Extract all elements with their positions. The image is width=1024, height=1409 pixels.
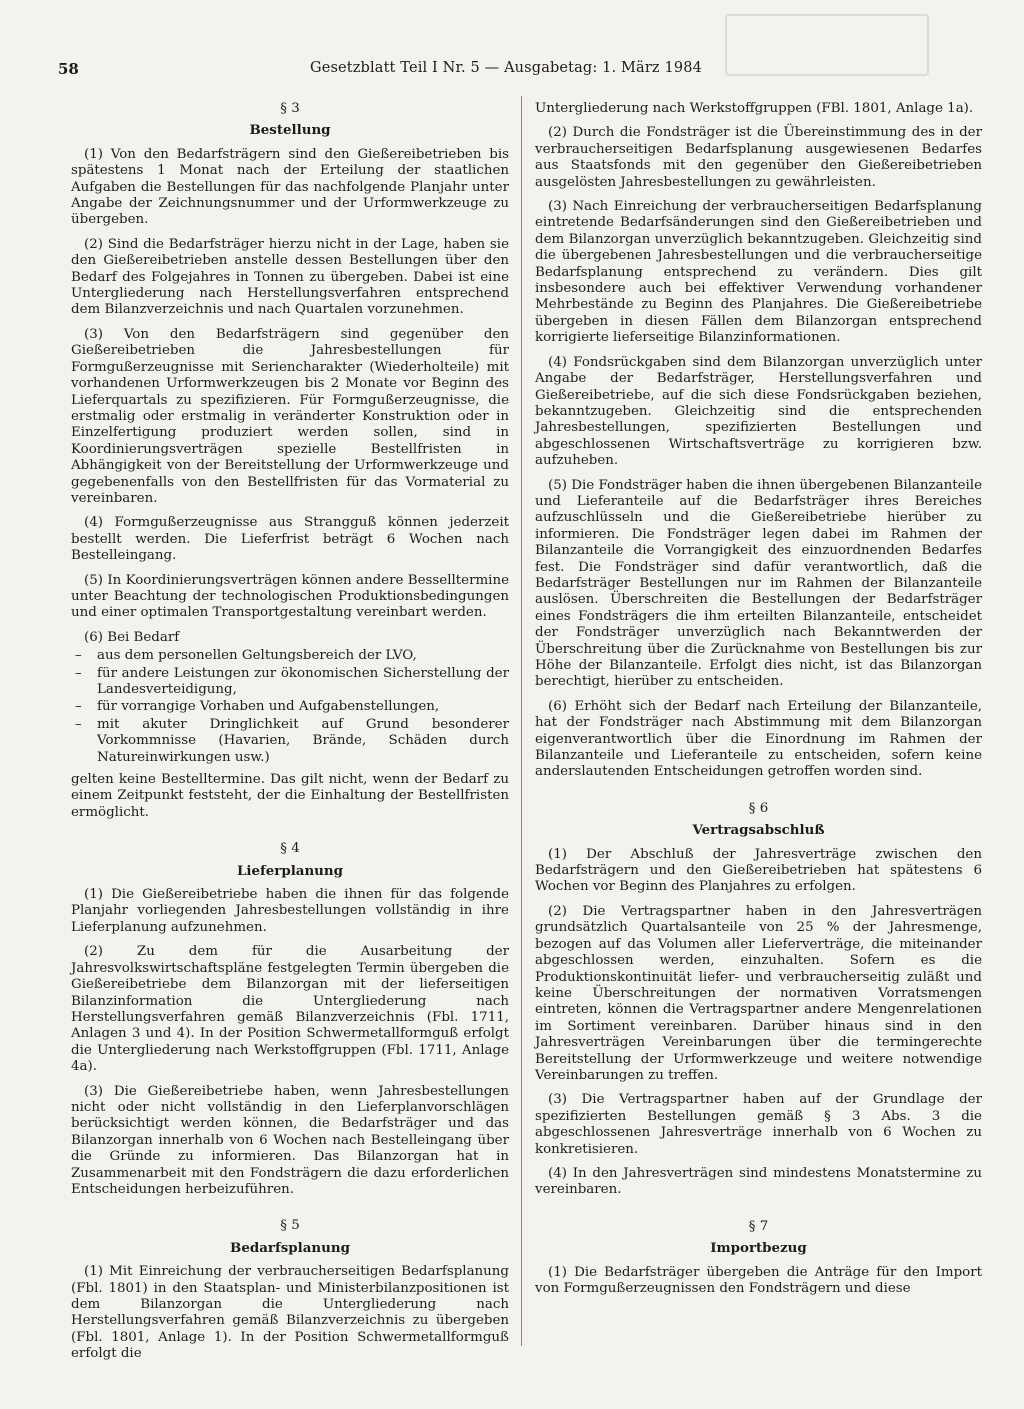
section-number: § 6	[748, 800, 769, 816]
paragraph: (3) Die Vertragspartner haben auf der Grundlage der spezifizierten Bestellungen gemäß § 3 Abs. 3 die abgeschlossenen Jahresverträge innerhalb von 6 Wochen zu konkretisieren.	[535, 1092, 982, 1157]
section-title: Lieferplanung	[236, 862, 344, 879]
paragraph: (2) Zu dem für die Ausarbeitung der Jahresvolkswirtschaftspläne festgelegten Termin übergeben die Gießereibetriebe dem Bilanzorgan mit der lieferseitigen Bilanzinformation die Untergliederung nach Herstellungsverfahren gemäß Bilanzverzeichnis (Fbl. 1711, Anlagen 3 und 4). In der Position Schwermetallformguß erfolgt die Untergliederung nach Werkstoffgruppen (Fbl. 1711, Anlage 4a).	[71, 944, 509, 1075]
paragraph: (1) Die Gießereibetriebe haben die ihnen für das folgende Planjahr vorliegenden Jahresbestellungen vollständig in ihre Lieferplanung aufzunehmen.	[71, 887, 509, 935]
section-number: § 4	[280, 841, 300, 857]
paragraph: (2) Die Vertragspartner haben in den Jahresverträgen grundsätzlich Quartalsanteile von 25 % der Jahresmenge, bezogen auf das Volumen aller Lieferverträge, die miteinander abgeschlossen werden, einzuhalten. Sofern es die Produktionskontinuität liefer- und verbraucherseitig zuläßt und keine Überschreitungen der normativen Vorratsmengen eintreten, können die Vertragspartner andere Mengenrelationen im Sortiment vereinbaren. Darüber hinaus sind in den Jahresverträgen Vereinbarungen über die termingerechte Bereitstellung der Urformwerkzeuge und weitere notwendige Vereinbarungen zu treffen.	[535, 903, 982, 1083]
list-item: – mit akuter Dringlichkeit auf Grund besonderer Vorkommnisse (Havarien, Brände, Schäden durch Natureinwirkungen usw.)	[71, 717, 509, 766]
paragraph: (5) Die Fondsträger haben die ihnen übergebenen Bilanzanteile und Lieferanteile auf die Bedarfsträger ihres Bereiches aufzuschlüsseln und die Gießereibetriebe hierüber zu informieren. Die Fondsträger legen dabei im Rahmen der Bilanzanteile die Vorrangigkeit des einzuordnenden Bedarfes fest. Die Fondsträger sind dafür verantwortlich, daß die Bedarfsträger Bestellungen nur im Rahmen der Bilanzanteile auslösen. Überschreiten die Bestellungen der Bedarfsträger eines Fondsträgers die ihm erteilten Bilanzanteile, entscheidet der Fondsträger unverzüglich nach Bekanntwerden der Überschreitung über die Zurücknahme von Bestellungen bis zur Höhe der Bilanzanteile. Erfolgt dies nicht, ist das Bilanzorgan berechtigt, hierüber zu entscheiden.	[535, 477, 982, 690]
left-column	[71, 101, 509, 1371]
running-head: Gesetzblatt Teil I Nr. 5 — Ausgabetag: 1. März 1984	[310, 60, 702, 76]
list-item: – aus dem personellen Geltungsbereich der LVO,	[71, 648, 509, 664]
right-column	[535, 101, 982, 1305]
paragraph: Untergliederung nach Werkstoffgruppen (FBl. 1801, Anlage 1a).	[535, 101, 974, 116]
paragraph: (4) Formgußerzeugnisse aus Strangguß können jederzeit bestellt werden. Die Lieferfrist beträgt 6 Wochen nach Bestelleingang.	[71, 515, 509, 564]
section-title: Bedarfsplanung	[230, 1239, 350, 1256]
faded-stamp	[725, 14, 929, 76]
paragraph: (3) Nach Einreichung der verbraucherseitigen Bedarfsplanung eintretende Bedarfsänderungen sind den Gießereibetrieben und dem Bilanzorgan unverzüglich bekanntzugeben. Gleichzeitig sind die übergebenen Jahresbestellungen und die verbraucherseitige Bedarfsplanung entsprechend zu verändern. Dies gilt insbesondere auch bei effektiver Verwendung vorhandener Mehrbestände zu Beginn des Planjahres. Die Gießereibetriebe übergeben in diesen Fällen dem Bilanzorgan entsprechend korrigierte lieferseitige Bilanzinformationen.	[535, 199, 982, 346]
column-divider	[521, 96, 522, 1346]
section-title: Bestellung	[249, 122, 331, 139]
paragraph: (4) In den Jahresverträgen sind mindestens Monatstermine zu vereinbaren.	[535, 1165, 982, 1198]
paragraph: (2) Sind die Bedarfsträger hierzu nicht in der Lage, haben sie den Gießereibetrieben anstelle dessen Bestellungen über den Bedarf des Folgejahres in Tonnen zu übergeben. Dabei ist eine Untergliederung nach Herstellungsverfahren entsprechend dem Bilanzverzeichnis und nach Quartalen vorzunehmen.	[71, 236, 509, 318]
paragraph: (1) Der Abschluß der Jahresverträge zwischen den Bedarfsträgern und den Gießereibetrieben hat spätestens 6 Wochen vor Beginn des Planjahres zu erfolgen.	[535, 846, 982, 895]
page-number: 58	[58, 60, 79, 78]
paragraph: (1) Von den Bedarfsträgern sind den Gießereibetrieben bis spätestens 1 Monat nach der Erteilung der staatlichen Aufgaben die Bestellungen für das nachfolgende Planjahr unter Angabe der Zeichnungsnummer und der Urformwerkzeuge zu übergeben.	[71, 146, 509, 228]
paragraph: (6) Bei Bedarf	[84, 629, 180, 645]
paragraph: (1) Die Bedarfsträger übergeben die Anträge für den Import von Formgußerzeugnissen den Fondsträgern und diese	[535, 1264, 982, 1296]
section-number: § 3	[280, 101, 300, 116]
paragraph: gelten keine Bestelltermine. Das gilt nicht, wenn der Bedarf zu einem Zeitpunkt feststeht, der die Einhaltung der Bestellfristen ermöglicht.	[71, 772, 509, 820]
list-item: – für andere Leistungen zur ökonomischen Sicherstellung der Landesverteidigung,	[71, 666, 509, 699]
paragraph: (1) Mit Einreichung der verbraucherseitigen Bedarfsplanung (Fbl. 1801) in den Staatsplan- und Ministerbilanzpositionen ist dem Bilanzorgan die Untergliederung nach Herstellungsverfahren gemäß Bilanzverzeichnis zu übergeben (Fbl. 1801, Anlage 1). In der Position Schwermetallformguß erfolgt die	[71, 1264, 509, 1362]
section-title: Vertragsabschluß	[692, 822, 825, 839]
paragraph: (5) In Koordinierungsverträgen können andere Besselltermine unter Beachtung der technologischen Produktionsbedingungen und einer optimalen Transportgestaltung vereinbart werden.	[71, 572, 509, 621]
section-number: § 5	[280, 1218, 300, 1234]
list-item: – für vorrangige Vorhaben und Aufgabenstellungen,	[71, 699, 509, 715]
dash-list	[71, 648, 509, 766]
section-title: Importbezug	[710, 1240, 807, 1257]
paragraph: (4) Fondsrückgaben sind dem Bilanzorgan unverzüglich unter Angabe der Bedarfsträger, Herstellungsverfahren und Gießereibetriebe, auf die sich diese Fondsrückgaben beziehen, bekanntzugeben. Gleichzeitig sind die entsprechenden Jahresbestellungen, spezifizierten Bestellungen und abgeschlossenen Wirtschaftsverträge zu korrigieren bzw. aufzuheben.	[535, 354, 982, 469]
paragraph: (3) Von den Bedarfsträgern sind gegenüber den Gießereibetrieben die Jahresbestellungen für Formgußerzeugnisse mit Seriencharakter (Wiederholteile) mit vorhandenen Urformwerkzeugen bis 2 Monate vor Beginn des Lieferquartals zu spezifizieren. Für Formgußerzeugnisse, die erstmalig oder erstmalig in veränderter Konstruktion oder in Einzelfertigung produziert werden sollen, sind in Koordinierungsverträgen spezielle Bestellfristen in Abhängigkeit von der Bereitstellung der Urformwerkzeuge und gegebenenfalls von den Bestellfristen für das Vormaterial zu vereinbaren.	[71, 326, 509, 506]
paragraph: (6) Erhöht sich der Bedarf nach Erteilung der Bilanzanteile, hat der Fondsträger nach Abstimmung mit dem Bilanzorgan eigenverantwortlich über die Einordnung im Rahmen der Bilanzanteile und Lieferanteile zu entscheiden, sofern keine anderslautenden Entscheidungen getroffen worden sind.	[535, 698, 982, 780]
section-number: § 7	[748, 1218, 769, 1234]
paragraph: (2) Durch die Fondsträger ist die Übereinstimmung des in der verbraucherseitigen Bedarfsplanung ausgewiesenen Bedarfes aus Staatsfonds mit den gegenüber den Gießereibetrieben ausgelösten Jahresbestellungen zu gewährleisten.	[535, 125, 982, 190]
paragraph: (3) Die Gießereibetriebe haben, wenn Jahresbestellungen nicht oder nicht vollständig in den Lieferplanvorschlägen berücksichtigt werden können, die Bedarfsträger und das Bilanzorgan innerhalb von 6 Wochen nach Bestelleingang über die Gründe zu informieren. Das Bilanzorgan hat in Zusammenarbeit mit den Fondsträgern die dazu erforderlichen Entscheidungen herbeizuführen.	[71, 1083, 509, 1197]
